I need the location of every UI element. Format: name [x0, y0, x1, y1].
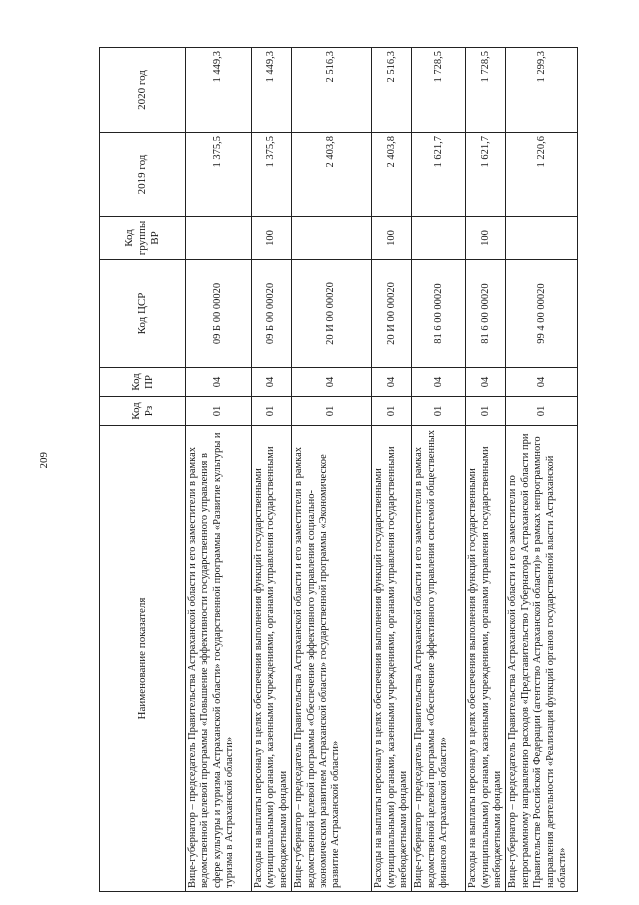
row-pr: 04	[506, 368, 578, 397]
row-vr: 100	[252, 217, 292, 260]
table-row	[186, 48, 252, 892]
row-pr: 04	[466, 368, 506, 397]
row-2019: 1 220,6	[506, 133, 578, 217]
header-2020: 2020 год	[100, 48, 186, 133]
header-pr: Код ПР	[100, 368, 186, 397]
row-rz: 01	[292, 397, 372, 426]
row-vr: 100	[372, 217, 412, 260]
row-rz: 01	[506, 397, 578, 426]
row-2019: 1 621,7	[466, 133, 506, 217]
table-row	[372, 48, 412, 892]
row-vr	[506, 217, 578, 260]
row-vr: 100	[466, 217, 506, 260]
table-row	[252, 48, 292, 892]
row-csr: 99 4 00 00020	[506, 260, 578, 368]
rotated-table-container	[99, 48, 568, 892]
budget-table-page	[99, 48, 568, 892]
row-2020: 1 299,3	[506, 48, 578, 133]
table-row	[412, 48, 466, 892]
row-pr: 04	[412, 368, 466, 397]
table-row	[292, 48, 372, 892]
row-2020: 1 728,5	[466, 48, 506, 133]
row-name: Вице-губернатор – председатель Правительства Астраханской области и его заместители в рамках ведомственной целевой программы «Обеспечение эффективного управления системой общественных финансов Астраханской области»	[412, 426, 466, 892]
row-csr: 81 6 00 00020	[412, 260, 466, 368]
row-pr: 04	[292, 368, 372, 397]
row-2019: 1 375,5	[186, 133, 252, 217]
header-rz: Код Рз	[100, 397, 186, 426]
row-vr	[412, 217, 466, 260]
header-csr: Код ЦСР	[100, 260, 186, 368]
row-csr: 20 И 00 00020	[372, 260, 412, 368]
page-number: 209	[38, 452, 50, 469]
row-rz: 01	[412, 397, 466, 426]
row-vr	[186, 217, 252, 260]
row-pr: 04	[252, 368, 292, 397]
row-name: Расходы на выплаты персоналу в целях обеспечения выполнения функций государственными (муниципальными) органами, казенными учреждениями, органами управления государственными внебюджетными фондами	[252, 426, 292, 892]
row-2020: 1 728,5	[412, 48, 466, 133]
row-2020: 2 516,3	[372, 48, 412, 133]
row-csr: 09 Б 00 00020	[186, 260, 252, 368]
row-csr: 81 6 00 00020	[466, 260, 506, 368]
row-pr: 04	[186, 368, 252, 397]
row-name: Расходы на выплаты персоналу в целях обеспечения выполнения функций государственными (муниципальными) органами, казенными учреждениями, органами управления государственными внебюджетными фондами	[466, 426, 506, 892]
header-2019: 2019 год	[100, 133, 186, 217]
row-name: Вице-губернатор – председатель Правительства Астраханской области и его заместители в рамках ведомственной целевой программы «Повышение эффективности государственного управления в сфере культуры и туризма Астраханской области» государственной программы «Развитие культуры и туризма в Астраханской области»	[186, 426, 252, 892]
row-name: Вице-губернатор – председатель Правительства Астраханской области и его заместители в рамках ведомственной целевой программы «Обеспечение эффективного управления социально-экономическим развитием Астраханской области» государственной программы «Экономическое развитие Астраханской области»	[292, 426, 372, 892]
row-name: Расходы на выплаты персоналу в целях обеспечения выполнения функций государственными (муниципальными) органами, казенными учреждениями, органами управления государственными внебюджетными фондами	[372, 426, 412, 892]
row-2020: 2 516,3	[292, 48, 372, 133]
row-csr: 20 И 00 00020	[292, 260, 372, 368]
row-vr	[292, 217, 372, 260]
table-row	[506, 48, 578, 892]
header-vr: Код группы ВР	[100, 217, 186, 260]
row-csr: 09 Б 00 00020	[252, 260, 292, 368]
row-2019: 1 375,5	[252, 133, 292, 217]
row-2019: 1 621,7	[412, 133, 466, 217]
row-2019: 2 403,8	[372, 133, 412, 217]
row-rz: 01	[186, 397, 252, 426]
row-rz: 01	[252, 397, 292, 426]
budget-table	[99, 47, 578, 892]
row-rz: 01	[466, 397, 506, 426]
row-pr: 04	[372, 368, 412, 397]
row-2019: 2 403,8	[292, 133, 372, 217]
table-row	[466, 48, 506, 892]
header-name: Наименование показателя	[100, 426, 186, 892]
row-rz: 01	[372, 397, 412, 426]
table-header-row	[100, 48, 186, 892]
row-2020: 1 449,3	[186, 48, 252, 133]
row-2020: 1 449,3	[252, 48, 292, 133]
row-name: Вице-губернатор – председатель Правительства Астраханской области и его заместители по непрограммному направлению расходов «Представительство Губернатора Астраханской области при Правительстве Российской Федерации (агентство Астраханской области)» в рамках непрограммного направления деятельности «Реализация функций органов государственной власти Астраханской области»	[506, 426, 578, 892]
